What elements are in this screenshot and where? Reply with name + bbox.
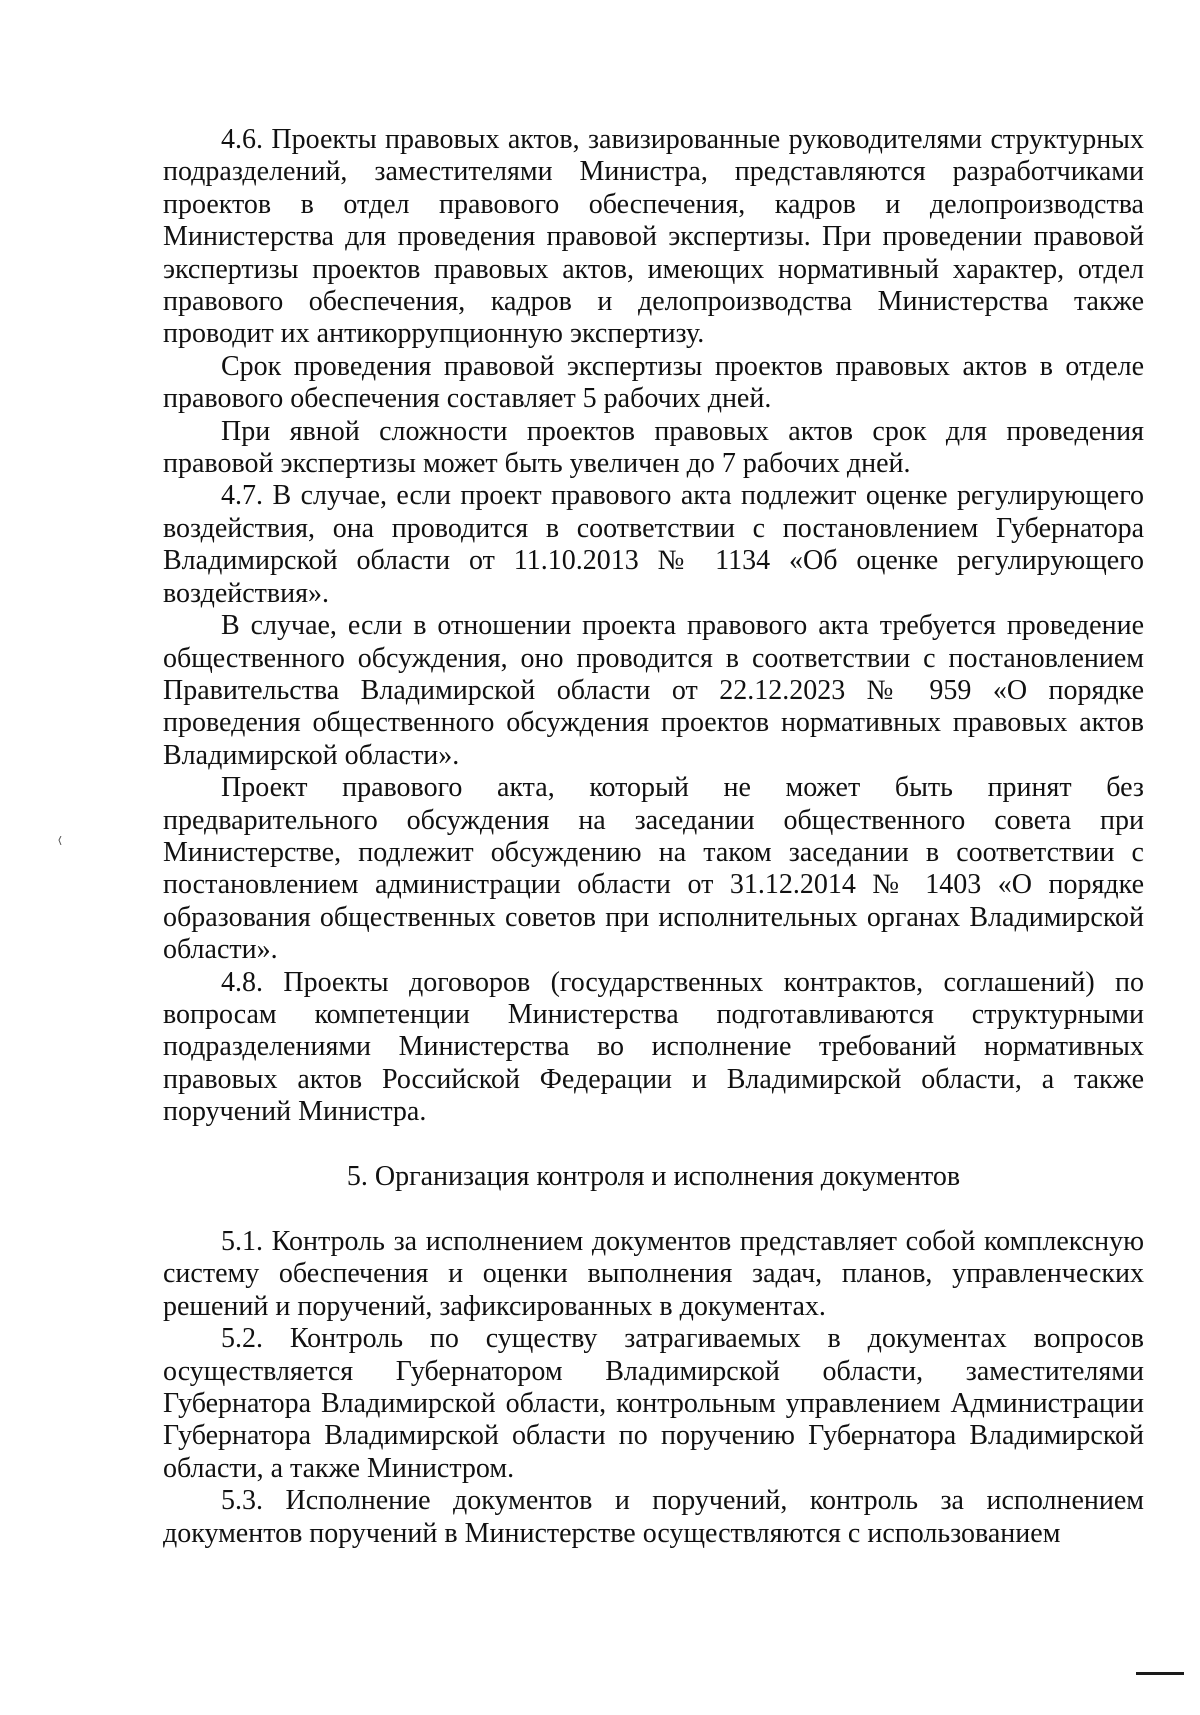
paragraph-4-7: 4.7. В случае, если проект правового акта подлежит оценке регулирующего воздействия, она проводится в соответствии с постановлением Губернатора Владимирской области от 11.10.2013 № 1134 «Об оценке регулирующего воздействия». <box>163 480 1144 609</box>
paragraph-5-1: 5.1. Контроль за исполнением документов представляет собой комплексную систему обеспечения и оценки выполнения задач, планов, управленческих решений и поручений, зафиксированных в документах. <box>163 1226 1144 1322</box>
paragraph-review-term-extension: При явной сложности проектов правовых актов срок для проведения правовой экспертизы может быть увеличен до 7 рабочих дней. <box>163 415 1144 480</box>
scan-margin-mark <box>58 836 62 845</box>
paragraph-review-term: Срок проведения правовой экспертизы проектов правовых актов в отделе правового обеспечения составляет 5 рабочих дней. <box>163 350 1144 415</box>
paragraph-public-council: Проект правового акта, который не может быть принят без предварительного обсуждения на заседании общественного совета при Министерстве, подлежит обсуждению на таком заседании в соответствии с постановлением администрации области от 31.12.2014 № 1403 «О порядке образования общественных советов при исполнительных органах Владимирской области». <box>163 772 1144 966</box>
paragraph-4-8: 4.8. Проекты договоров (государственных контрактов, соглашений) по вопросам компетенции Министерства подготавливаются структурными подразделениями Министерства во исполнение требований нормативных правовых актов Российской Федерации и Владимирской области, а также поручений Министра. <box>163 966 1144 1128</box>
paragraph-5-2: 5.2. Контроль по существу затрагиваемых в документах вопросов осуществляется Губернатором Владимирской области, заместителями Губернатора Владимирской области, контрольным управлением Администрации Губернатора Владимирской области по поручению Губернатора Владимирской области, а также Министром. <box>163 1323 1144 1484</box>
paragraph-4-6: 4.6. Проекты правовых актов, завизированные руководителями структурных подразделений, заместителями Министра, представляются разработчиками проектов в отдел правового обеспечения, кадров и делопроизводства Министерства для проведения правовой экспертизы. При проведении правовой экспертизы проектов правовых актов, имеющих нормативный характер, отдел правового обеспечения, кадров и делопроизводства Министерства также проводит их антикоррупционную экспертизу. <box>163 124 1144 350</box>
paragraph-5-3: 5.3. Исполнение документов и поручений, контроль за исполнением документов поручений в Министерстве осуществляются с использованием <box>163 1485 1144 1549</box>
paragraph-public-discussion: В случае, если в отношении проекта правового акта требуется проведение общественного обсуждения, оно проводится в соответствии с постановлением Правительства Владимирской области от 22.12.2023 № 959 «О порядке проведения общественного обсуждения проектов нормативных правовых актов Владимирской области». <box>163 610 1144 771</box>
document-body <box>163 124 1144 1550</box>
section-title: 5. Организация контроля и исполнения документов <box>346 1160 961 1192</box>
page-bottom-rule <box>1136 1672 1184 1675</box>
